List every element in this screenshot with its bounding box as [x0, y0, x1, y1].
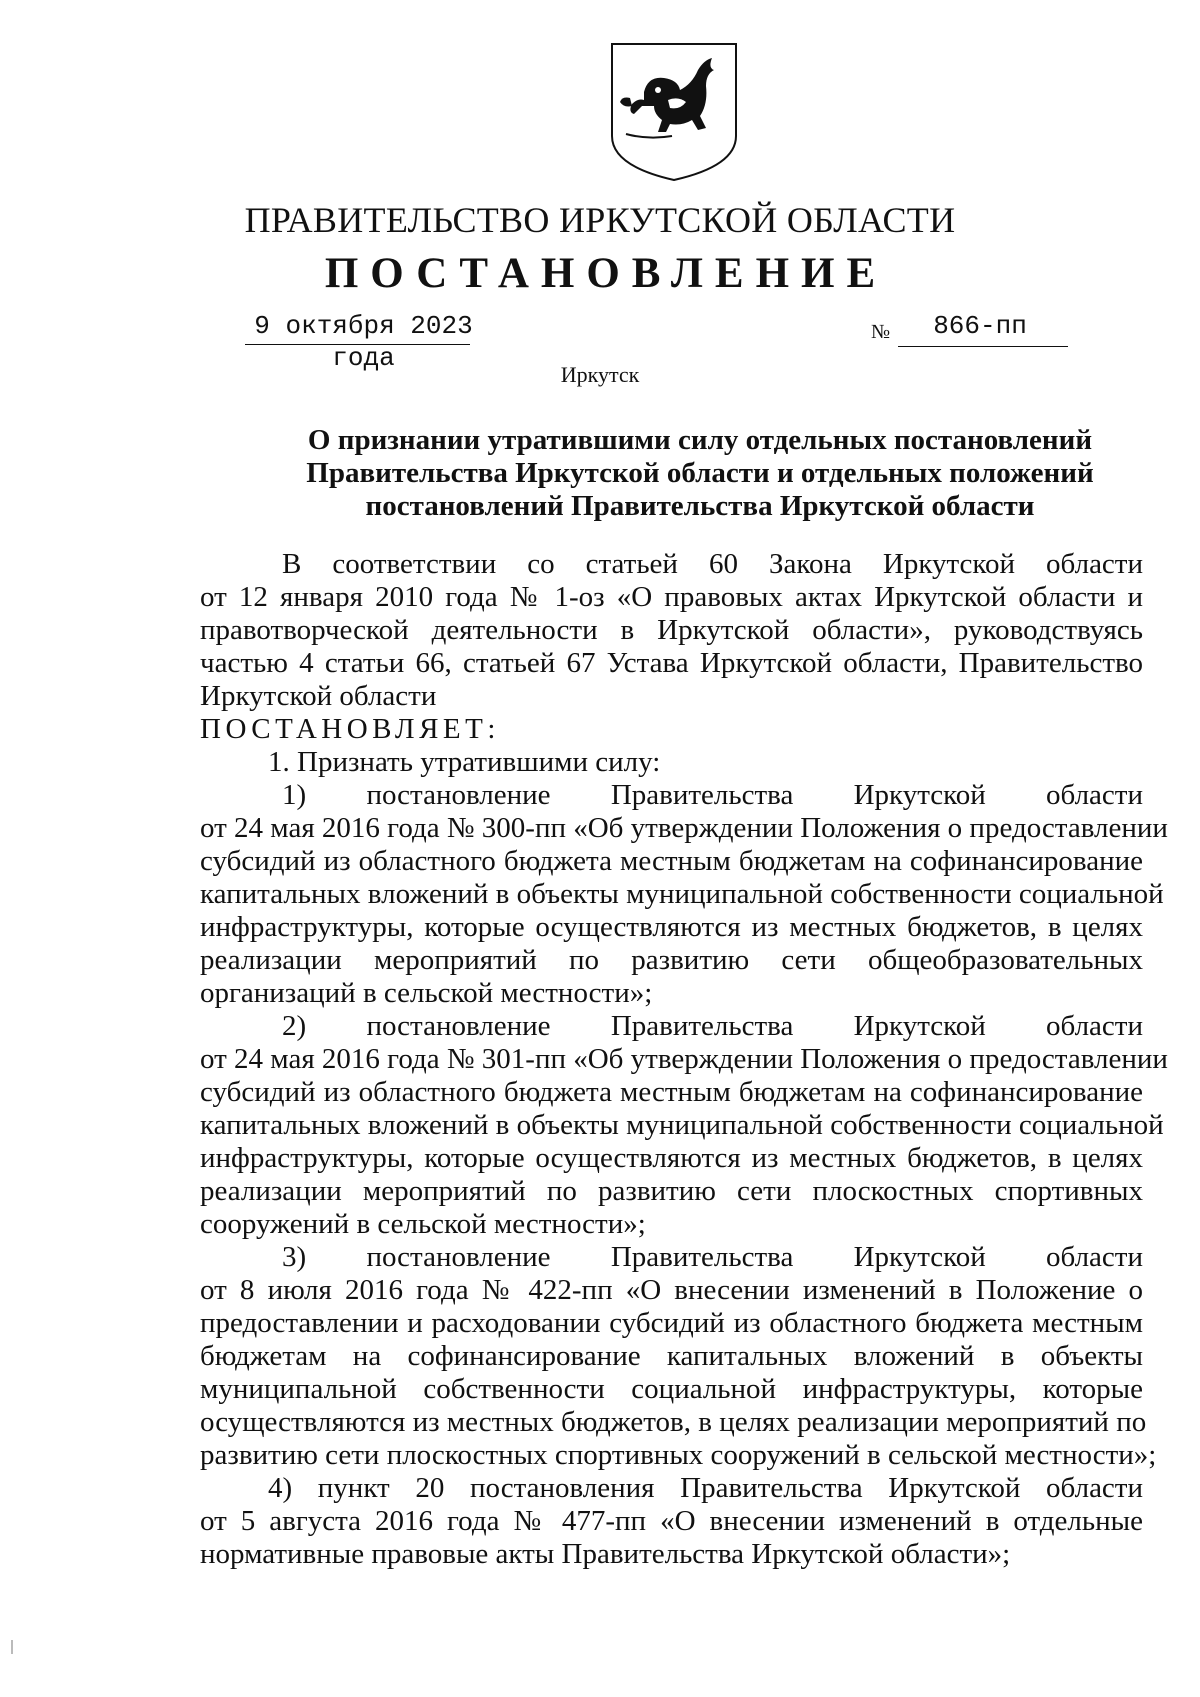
list-item [200, 1241, 1157, 1472]
document-date: 9 октября 2023 года [254, 311, 473, 373]
text-line: муниципальной собственности социальной инфраструктуры, которые [200, 1373, 1143, 1405]
number-underline [898, 346, 1068, 347]
text-line: частью 4 статьи 66, статьей 67 Устава Иркутской области, Правительство [200, 647, 1143, 679]
list-item [200, 779, 1168, 1010]
text-line: капитальных вложений в объекты муниципальной собственности социальной [200, 878, 1164, 910]
text-line: 1) постановление Правительства Иркутской области [282, 779, 1143, 811]
text-line: развитию сети плоскостных спортивных сооружений в сельской местности»; [200, 1439, 1157, 1471]
text-line: реализации мероприятий по развитию сети общеобразовательных [200, 944, 1143, 976]
organization-name: ПРАВИТЕЛЬСТВО ИРКУТСКОЙ ОБЛАСТИ [244, 200, 956, 240]
text-line: предоставлении и расходовании субсидий из областного бюджета местным [200, 1307, 1143, 1339]
clause-1: 1. Признать утратившими силу: [268, 746, 661, 778]
text-line: 4) пункт 20 постановления Правительства Иркутской области [268, 1472, 1143, 1504]
text-line: осуществляются из местных бюджетов, в целях реализации мероприятий по [200, 1406, 1147, 1438]
text-line: 3) постановление Правительства Иркутской области [282, 1241, 1143, 1273]
document-title [200, 424, 1200, 523]
date-underline [245, 344, 470, 345]
document-body [200, 548, 1168, 1571]
number-sign: № [871, 321, 891, 343]
text-line: реализации мероприятий по развитию сети плоскостных спортивных [200, 1175, 1143, 1207]
text-line: субсидий из областного бюджета местным бюджетам на софинансирование [200, 845, 1143, 877]
text-line: инфраструктуры, которые осуществляются из местных бюджетов, в целях [200, 911, 1143, 943]
preamble [200, 548, 1143, 713]
text-line: инфраструктуры, которые осуществляются из местных бюджетов, в целях [200, 1142, 1143, 1174]
text-line: правотворческой деятельности в Иркутской области», руководствуясь [200, 614, 1143, 646]
title-line: Правительства Иркутской области и отдельных положений [306, 457, 1094, 489]
text-line: от 12 января 2010 года № 1-оз «О правовых актах Иркутской области и [200, 581, 1143, 613]
text-line: субсидий из областного бюджета местным бюджетам на софинансирование [200, 1076, 1143, 1108]
list-item [200, 1010, 1168, 1241]
text-line: организаций в сельской местности»; [200, 977, 653, 1009]
title-line: О признании утратившими силу отдельных постановлений [307, 424, 1093, 456]
decree-word: ПОСТАНОВЛЯЕТ: [200, 713, 500, 745]
document-type: ПОСТАНОВЛЕНИЕ [324, 250, 888, 297]
text-line: нормативные правовые акты Правительства Иркутской области»; [200, 1538, 1011, 1570]
document-number: 866-пп [933, 311, 1027, 341]
city-name: Иркутск [560, 362, 640, 387]
title-line: постановлений Правительства Иркутской области [365, 490, 1035, 522]
text-line: Иркутской области [200, 680, 437, 712]
text-line: В соответствии со статьей 60 Закона Иркутской области [282, 548, 1143, 580]
scan-mark [11, 1640, 13, 1654]
irkutsk-coat-of-arms-icon [608, 40, 740, 184]
text-line: сооружений в сельской местности»; [200, 1208, 646, 1240]
text-line: 2) постановление Правительства Иркутской области [282, 1010, 1143, 1042]
text-line: капитальных вложений в объекты муниципальной собственности социальной [200, 1109, 1164, 1141]
text-line: от 8 июля 2016 года № 422-пп «О внесении изменений в Положение о [200, 1274, 1143, 1306]
text-line: бюджетам на софинансирование капитальных вложений в объекты [200, 1340, 1143, 1372]
text-line: от 24 мая 2016 года № 300-пп «Об утверждении Положения о предоставлении [200, 812, 1168, 844]
text-line: от 5 августа 2016 года № 477-пп «О внесении изменений в отдельные [200, 1505, 1143, 1537]
list-item [200, 1472, 1143, 1571]
text-line: от 24 мая 2016 года № 301-пп «Об утверждении Положения о предоставлении [200, 1043, 1168, 1075]
